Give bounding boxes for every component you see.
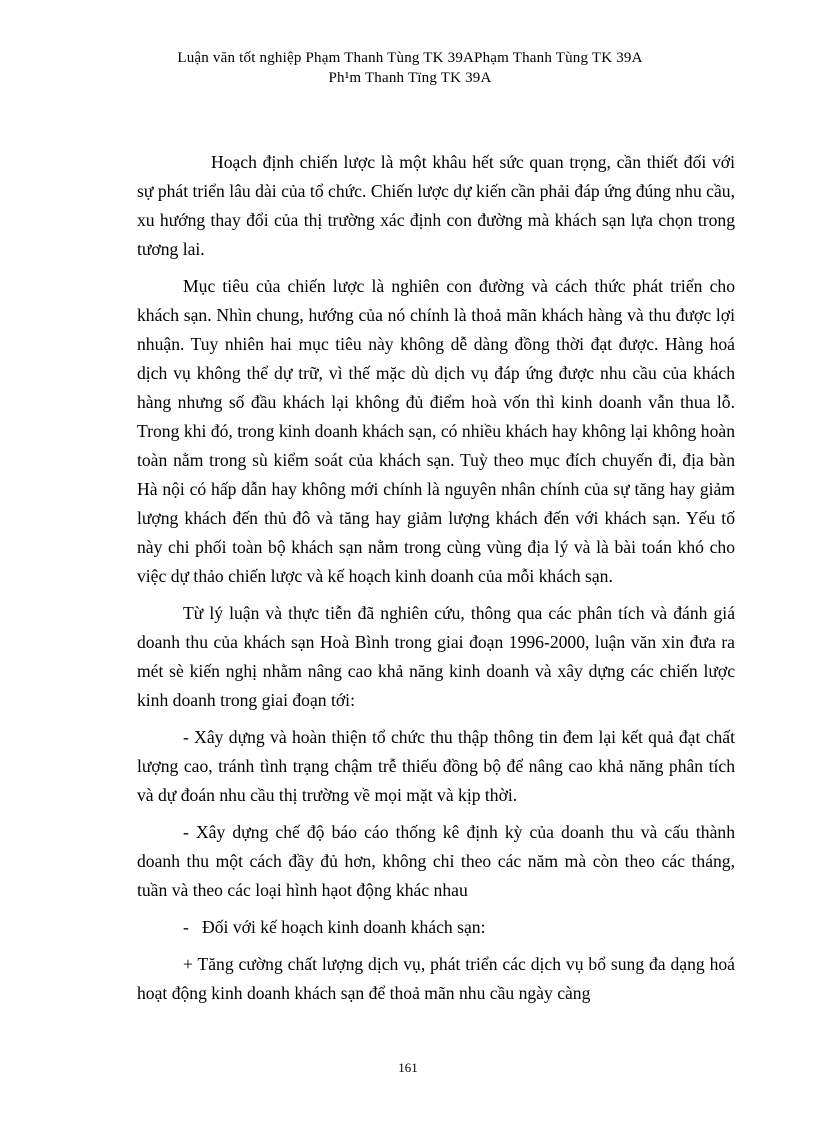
page-number: 161 (398, 1060, 418, 1075)
paragraph-plus-service-quality: + Tăng cường chất lượng dịch vụ, phát triển các dịch vụ bổ sung đa dạng hoá hoạt động kinh doanh khách sạn để thoả mãn nhu cầu ngày càng (137, 954, 735, 1003)
header-line-2: Ph¹m Thanh Tïng TK 39A (328, 70, 492, 86)
paragraph-bullet-reporting: - Xây dựng chế độ báo cáo thống kê định kỳ của doanh thu và cấu thành doanh thu một cách đầy đủ hơn, không chỉ theo các năm mà còn theo các tháng, tuần và theo các loại hình hạot động khác nhau (137, 822, 735, 900)
page-header (60, 48, 760, 88)
header-line-1: Luận văn tốt nghiệp Phạm Thanh Tùng TK 39APhạm Thanh Tùng TK 39A (177, 50, 643, 66)
document-body (137, 148, 735, 1016)
paragraph-bullet-information: - Xây dựng và hoàn thiện tổ chức thu thập thông tin đem lại kết quả đạt chất lượng cao, tránh tình trạng chậm trễ thiếu đồng bộ để nâng cao khả năng phân tích và dự đoán nhu cầu thị trường về mọi mặt và kịp thời. (137, 727, 735, 805)
paragraph-strategy-objectives: Mục tiêu của chiến lược là nghiên con đường và cách thức phát triển cho khách sạn. Nhìn chung, hướng của nó chính là thoả mãn khách hàng và thu được lợi nhuận. Tuy nhiên hai mục tiêu này không dễ dàng đồng thời đạt được. Hàng hoá dịch vụ không thể dự trữ, vì thế mặc dù dịch vụ đáp ứng được nhu cầu của khách hàng nhưng số đầu khách lại không đủ điểm hoà vốn thì kinh doanh vẫn thua lỗ. Trong khi đó, trong kinh doanh khách sạn, có nhiều khách hay không lại không hoàn toàn nằm trong sù kiểm soát của khách sạn. Tuỳ theo mục đích chuyến đi, địa bàn Hà nội có hấp dẫn hay không mới chính là nguyên nhân chính của sự tăng hay giảm lượng khách đến thủ đô và tăng hay giảm lượng khách đến với khách sạn. Yếu tố này chi phối toàn bộ khách sạn nằm trong cùng vùng địa lý và là bài toán khó cho việc dự thảo chiến lược và kế hoạch kinh doanh của mỗi khách sạn. (137, 276, 735, 586)
paragraph-bullet-business-plan: - Đối với kế hoạch kinh doanh khách sạn: (183, 917, 486, 937)
paragraph-strategy-planning: Hoạch định chiến lược là một khâu hết sức quan trọng, cần thiết đối với sự phát triển lâu dài của tổ chức. Chiến lược dự kiến cần phải đáp ứng đúng nhu cầu, xu hướng thay đổi của thị trường xác định con đường mà khách sạn lựa chọn trong tương lai. (137, 152, 735, 259)
paragraph-recommendations-intro: Từ lý luận và thực tiễn đã nghiên cứu, thông qua các phân tích và đánh giá doanh thu của khách sạn Hoà Bình trong giai đoạn 1996-2000, luận văn xin đưa ra mét sè kiến nghị nhằm nâng cao khả năng kinh doanh và xây dựng các chiến lược kinh doanh trong giai đoạn tới: (137, 603, 735, 710)
